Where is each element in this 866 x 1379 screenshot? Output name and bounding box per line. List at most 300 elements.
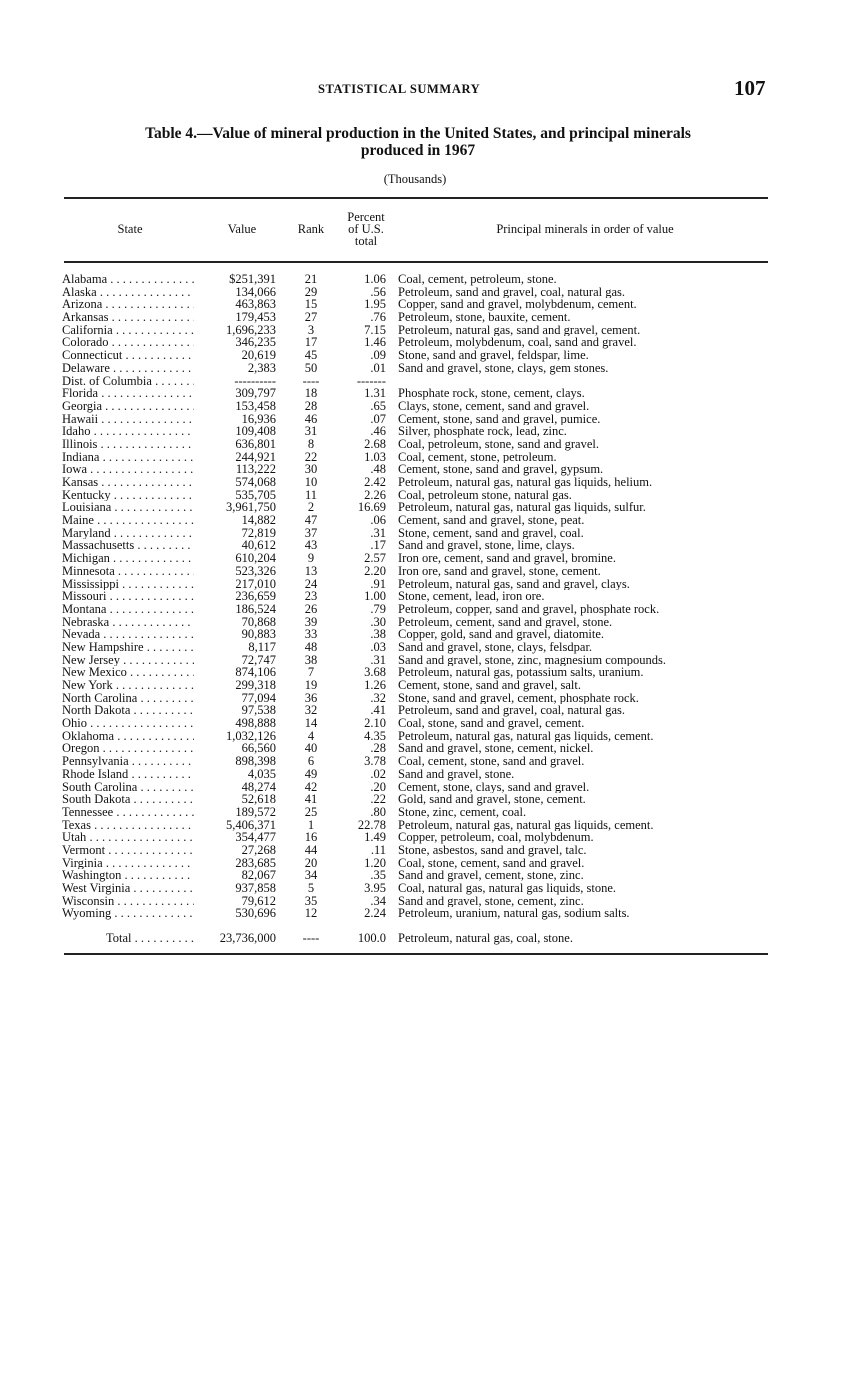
percent-cell: 4.35	[364, 728, 386, 743]
value-cell: 354,477	[235, 830, 276, 845]
minerals-cell: Sand and gravel, stone, clays, felsdpar.	[398, 640, 593, 654]
rank-cell: 46	[304, 411, 318, 426]
state-cell: Florida . . .	[62, 387, 194, 400]
total-value: 23,736,000	[219, 931, 276, 945]
table-row	[0, 413, 866, 426]
value-cell: 535,705	[235, 487, 276, 502]
state-cell: Indiana . . .	[62, 451, 194, 464]
table-body	[0, 273, 866, 920]
rank-cell: 4	[307, 728, 315, 743]
rank-cell: 3	[307, 322, 315, 337]
minerals-cell: Cement, stone, sand and gravel, salt.	[398, 679, 581, 692]
state-cell: Missouri . . .	[62, 590, 194, 603]
rank-cell: 27	[304, 310, 318, 325]
percent-cell: 1.46	[364, 335, 386, 350]
value-cell: 48,274	[241, 779, 276, 794]
minerals-cell: Coal, stone, sand and gravel, cement.	[398, 717, 585, 730]
state-cell: Colorado . . .	[62, 336, 194, 349]
value-cell: 16,936	[241, 411, 276, 426]
table-row	[0, 793, 866, 806]
percent-cell: 2.68	[364, 436, 386, 451]
table-row	[0, 755, 866, 768]
minerals-cell: Copper, gold, sand and gravel, diatomite.	[398, 628, 605, 641]
value-cell: 4,035	[247, 766, 276, 781]
rank-cell: 47	[304, 513, 318, 528]
rank-cell: 7	[307, 665, 315, 680]
table-row	[0, 362, 866, 375]
table-row	[0, 616, 866, 629]
state-cell: Connecticut . . .	[62, 349, 194, 362]
rank-cell: 22	[304, 449, 318, 464]
value-cell: 27,268	[241, 842, 276, 857]
minerals-cell: Petroleum, uranium, natural gas, sodium salts.	[398, 907, 630, 921]
minerals-cell: Stone, sand and gravel, cement, phosphate rock.	[398, 691, 639, 705]
value-cell: 70,868	[241, 614, 276, 629]
table-row	[0, 730, 866, 743]
percent-cell: .41	[370, 703, 386, 718]
minerals-cell: Sand and gravel, stone, lime, clays.	[398, 539, 575, 553]
table-row	[0, 628, 866, 641]
state-cell: Wisconsin . . .	[62, 895, 194, 908]
table-row	[0, 641, 866, 654]
units-label: (Thousands)	[383, 172, 447, 186]
state-cell: Maine . . .	[62, 514, 194, 527]
percent-cell: .46	[370, 424, 386, 439]
value-cell: 90,883	[241, 627, 276, 642]
value-cell: 97,538	[241, 703, 276, 718]
value-cell: 5,406,371	[226, 817, 276, 832]
percent-cell: .11	[370, 842, 386, 857]
value-cell: 66,560	[241, 741, 276, 756]
table-row	[0, 387, 866, 400]
table-row	[0, 400, 866, 413]
total-minerals: Petroleum, natural gas, coal, stone.	[398, 931, 573, 945]
rank-cell: 32	[304, 703, 318, 718]
rank-cell: 5	[307, 881, 315, 895]
table-row	[0, 578, 866, 591]
rank-cell: 40	[304, 741, 318, 756]
table-row	[0, 768, 866, 781]
minerals-cell: Petroleum, natural gas, sand and gravel, clays.	[398, 577, 630, 591]
rank-cell: 14	[304, 716, 318, 731]
state-cell: New York . . .	[62, 679, 194, 692]
percent-cell: .01	[370, 360, 386, 375]
table-row	[0, 298, 866, 311]
table-row	[0, 463, 866, 476]
value-cell: 40,612	[241, 538, 276, 553]
state-cell: Tennessee . . .	[62, 806, 194, 819]
minerals-cell: Sand and gravel, stone, zinc, magnesium compounds.	[398, 653, 666, 667]
percent-cell: 16.69	[357, 500, 386, 515]
rank-cell: 28	[304, 398, 318, 413]
minerals-cell: Petroleum, natural gas, natural gas liquids, cement.	[398, 729, 654, 743]
minerals-cell: Petroleum, natural gas, natural gas liquids, cement.	[398, 818, 654, 832]
value-cell: 346,235	[235, 335, 276, 350]
value-cell: 109,408	[235, 424, 276, 439]
rank-cell: 38	[304, 652, 318, 667]
percent-cell: .38	[370, 627, 386, 642]
percent-cell: .22	[370, 792, 386, 807]
percent-cell: .32	[370, 690, 386, 705]
value-cell: 283,685	[235, 855, 276, 870]
minerals-cell: Stone, cement, lead, iron ore.	[398, 590, 545, 603]
rank-cell: 10	[304, 475, 318, 489]
percent-cell: .35	[370, 868, 386, 883]
table-title-line-1: Table 4.—Value of mineral production in the United States, and principal minerals	[145, 125, 691, 142]
minerals-cell: Sand and gravel, stone, cement, nickel.	[398, 742, 594, 756]
percent-cell: 1.06	[364, 272, 386, 286]
minerals-cell: Stone, asbestos, sand and gravel, talc.	[398, 843, 587, 857]
minerals-cell: Petroleum, natural gas, natural gas liquids, sulfur.	[398, 501, 646, 515]
rank-cell: 6	[307, 754, 315, 769]
state-cell: Maryland . . .	[62, 527, 194, 540]
rank-cell: 41	[304, 792, 318, 807]
value-cell: 2,383	[247, 360, 276, 375]
table-title-line-2: produced in 1967	[360, 142, 476, 159]
state-cell: Kansas . . .	[62, 476, 194, 489]
table-row	[0, 831, 866, 844]
percent-cell: .17	[370, 538, 386, 553]
percent-cell: .07	[370, 411, 386, 426]
table-row	[0, 844, 866, 857]
state-cell: Kentucky . . .	[62, 489, 194, 502]
table-title	[62, 125, 774, 159]
minerals-cell: Petroleum, cement, sand and gravel, stone.	[398, 615, 613, 629]
minerals-cell: Silver, phosphate rock, lead, zinc.	[398, 425, 567, 438]
table-row	[0, 324, 866, 337]
rank-cell: 43	[304, 538, 318, 553]
table-row	[0, 679, 866, 692]
table-row	[0, 311, 866, 324]
table-row	[0, 451, 866, 464]
state-cell: Alabama . . .	[62, 273, 194, 286]
table-row	[0, 603, 866, 616]
rank-cell: 42	[304, 779, 318, 794]
header-minerals: Principal minerals in order of value	[496, 222, 674, 236]
rank-cell: 12	[304, 906, 318, 921]
percent-cell: .31	[370, 652, 386, 667]
minerals-cell: Copper, petroleum, coal, molybdenum.	[398, 831, 594, 844]
minerals-cell: Sand and gravel, stone.	[398, 767, 515, 781]
rank-cell: 17	[304, 335, 318, 350]
value-cell: 244,921	[235, 449, 276, 464]
percent-cell: 3.68	[364, 665, 386, 680]
rank-cell: 16	[304, 830, 318, 845]
minerals-cell: Coal, stone, cement, sand and gravel.	[398, 856, 585, 870]
value-cell: 134,066	[235, 284, 276, 299]
total-percent: 100.0	[357, 931, 386, 945]
value-cell: 898,398	[235, 754, 276, 769]
table-row	[0, 869, 866, 882]
rank-cell: 23	[304, 589, 318, 604]
state-cell: Montana . . .	[62, 603, 194, 616]
rank-cell: 33	[304, 627, 318, 642]
table-row	[0, 806, 866, 819]
minerals-cell: Sand and gravel, cement, stone, zinc.	[398, 869, 584, 883]
value-cell: 14,882	[241, 513, 276, 528]
table-row	[0, 654, 866, 667]
rank-cell: 24	[304, 576, 318, 591]
state-cell: Arkansas . . .	[62, 311, 194, 324]
state-cell: South Carolina . . .	[62, 781, 194, 794]
percent-cell: .28	[370, 741, 386, 756]
minerals-cell: Cement, stone, clays, sand and gravel.	[398, 780, 590, 794]
percent-cell: 1.95	[364, 297, 386, 312]
percent-cell: 22.78	[357, 817, 386, 832]
table-row	[0, 501, 866, 514]
minerals-cell: Coal, cement, stone, petroleum.	[398, 450, 557, 464]
table-row	[0, 425, 866, 438]
minerals-cell: Copper, sand and gravel, molybdenum, cement.	[398, 298, 637, 312]
value-cell: 299,318	[235, 678, 276, 692]
minerals-cell: Stone, sand and gravel, feldspar, lime.	[398, 349, 589, 362]
state-cell: South Dakota . . .	[62, 793, 194, 806]
value-cell: 8,117	[248, 639, 276, 654]
value-cell: 82,067	[241, 868, 276, 883]
rank-cell: 2	[307, 500, 315, 515]
running-head	[0, 76, 866, 104]
table-row	[0, 781, 866, 794]
percent-cell: .02	[370, 766, 386, 781]
rank-cell: ----	[302, 373, 320, 388]
rank-cell: 26	[304, 601, 318, 616]
value-cell: 79,612	[241, 893, 276, 908]
percent-cell: .20	[370, 779, 386, 794]
minerals-cell: Cement, stone, sand and gravel, gypsum.	[398, 463, 604, 477]
rank-cell: 31	[304, 424, 318, 439]
minerals-cell: Phosphate rock, stone, cement, clays.	[398, 387, 585, 400]
value-cell: 1,696,233	[226, 322, 276, 337]
total-rank: ----	[302, 931, 320, 945]
state-cell: Wyoming . . .	[62, 907, 194, 920]
rank-cell: 8	[307, 436, 315, 451]
percent-cell: 1.03	[364, 449, 386, 464]
minerals-cell: Sand and gravel, stone, clays, gem stones.	[398, 361, 609, 375]
value-cell: 937,858	[235, 881, 276, 895]
rank-cell: 21	[304, 272, 318, 286]
percent-cell: 1.31	[364, 386, 386, 401]
state-cell: Georgia . . .	[62, 400, 194, 413]
top-rule	[64, 197, 768, 199]
table-row	[0, 375, 866, 388]
header-rank: Rank	[297, 222, 325, 236]
state-cell: North Dakota . . .	[62, 704, 194, 717]
table-row	[0, 552, 866, 565]
value-cell: 217,010	[235, 576, 276, 591]
rank-cell: 39	[304, 614, 318, 629]
percent-cell: 1.00	[364, 589, 386, 604]
value-cell: 113,222	[235, 462, 276, 477]
rank-cell: 25	[304, 804, 318, 819]
minerals-cell: Stone, zinc, cement, coal.	[398, 805, 527, 819]
state-cell: Massachusetts . . .	[62, 539, 194, 552]
value-cell: 1,032,126	[226, 728, 276, 743]
state-cell: Iowa . . .	[62, 463, 194, 476]
rank-cell: 30	[304, 462, 318, 477]
table-row	[0, 717, 866, 730]
header-state: State	[117, 222, 143, 236]
state-cell: Idaho . . .	[62, 425, 194, 438]
percent-cell: .76	[370, 310, 386, 325]
percent-cell: .80	[370, 804, 386, 819]
header-percent	[338, 211, 394, 247]
state-cell: Virginia . . .	[62, 857, 194, 870]
percent-cell: 1.20	[364, 855, 386, 870]
minerals-cell: Petroleum, stone, bauxite, cement.	[398, 311, 571, 324]
state-cell: Mississippi . . .	[62, 578, 194, 591]
state-cell: Oregon . . .	[62, 742, 194, 755]
percent-cell: 2.24	[364, 906, 386, 921]
state-cell: New Mexico . . .	[62, 666, 194, 679]
total-row	[0, 931, 866, 945]
minerals-cell: Petroleum, natural gas, natural gas liquids, helium.	[398, 476, 653, 489]
rank-cell: 49	[304, 766, 318, 781]
minerals-cell: Coal, petroleum, stone, sand and gravel.	[398, 437, 599, 451]
value-cell: 3,961,750	[226, 500, 276, 515]
table-row	[0, 336, 866, 349]
header-rule	[64, 261, 768, 263]
percent-cell: 3.95	[364, 881, 386, 895]
table-row	[0, 286, 866, 299]
percent-cell: .79	[370, 601, 386, 616]
percent-cell: .31	[370, 525, 386, 540]
state-cell: Nebraska . . .	[62, 616, 194, 629]
rank-cell: 50	[304, 360, 318, 375]
value-cell: 186,524	[235, 601, 276, 616]
minerals-cell: Iron ore, cement, sand and gravel, bromine.	[398, 552, 616, 565]
minerals-cell: Cement, stone, sand and gravel, pumice.	[398, 412, 601, 426]
rank-cell: 18	[304, 386, 318, 401]
table-row	[0, 666, 866, 679]
minerals-cell: Petroleum, molybdenum, coal, sand and gravel.	[398, 336, 637, 350]
state-cell: Nevada . . .	[62, 628, 194, 641]
table-row	[0, 590, 866, 603]
percent-cell: .48	[370, 462, 386, 477]
value-cell: 236,659	[235, 589, 276, 604]
rank-cell: 35	[304, 893, 318, 908]
table-row	[0, 539, 866, 552]
percent-cell: .91	[370, 576, 386, 591]
percent-cell: 2.42	[364, 475, 386, 489]
percent-cell: .09	[370, 348, 386, 363]
percent-cell: -------	[356, 373, 386, 388]
rank-cell: 29	[304, 284, 318, 299]
rank-cell: 11	[304, 487, 318, 502]
value-cell: $251,391	[229, 272, 276, 286]
header-percent-line-1: Percent	[347, 210, 385, 224]
table-row	[0, 907, 866, 920]
table-row	[0, 895, 866, 908]
value-cell: 610,204	[235, 551, 276, 566]
minerals-cell: Petroleum, copper, sand and gravel, phosphate rock.	[398, 602, 660, 616]
state-cell: Michigan . . .	[62, 552, 194, 565]
minerals-cell: Petroleum, sand and gravel, coal, natural gas.	[398, 285, 626, 299]
minerals-cell: Gold, sand and gravel, stone, cement.	[398, 793, 586, 806]
minerals-cell: Clays, stone, cement, sand and gravel.	[398, 399, 590, 413]
minerals-cell: Stone, cement, sand and gravel, coal.	[398, 526, 584, 540]
table-row	[0, 349, 866, 362]
state-cell: Delaware . . .	[62, 362, 194, 375]
state-cell: West Virginia . . .	[62, 882, 194, 895]
value-cell: 179,453	[235, 310, 276, 325]
state-cell: Oklahoma . . .	[62, 730, 194, 743]
table-row	[0, 476, 866, 489]
state-cell: Dist. of Columbia . . .	[62, 375, 194, 388]
state-cell: Texas . . .	[62, 819, 194, 832]
rank-cell: 20	[304, 855, 318, 870]
table-row	[0, 882, 866, 895]
header-percent-line-3: total	[354, 234, 378, 248]
value-cell: 463,863	[235, 297, 276, 312]
rank-cell: 37	[304, 525, 318, 540]
percent-cell: 1.26	[364, 678, 386, 692]
total-label: Total . . .	[106, 931, 198, 946]
minerals-cell: Coal, cement, petroleum, stone.	[398, 273, 557, 286]
table-row	[0, 273, 866, 286]
table-row	[0, 489, 866, 502]
page-number: 107	[734, 76, 766, 100]
value-cell: 52,618	[241, 792, 276, 807]
rank-cell: 48	[304, 639, 318, 654]
percent-cell: .56	[370, 284, 386, 299]
minerals-cell: Petroleum, natural gas, sand and gravel, cement.	[398, 323, 641, 337]
minerals-cell: Iron ore, sand and gravel, stone, cement.	[398, 564, 601, 578]
bottom-rule	[64, 953, 768, 955]
value-cell: 530,696	[235, 906, 276, 921]
percent-cell: 2.20	[364, 563, 386, 578]
value-cell: 498,888	[235, 716, 276, 731]
state-cell: North Carolina . . .	[62, 692, 194, 705]
value-cell: 874,106	[235, 665, 276, 680]
state-cell: Utah . . .	[62, 831, 194, 844]
percent-cell: .30	[370, 614, 386, 629]
percent-cell: 2.10	[364, 716, 386, 731]
table-row	[0, 527, 866, 540]
table-row	[0, 857, 866, 870]
state-cell: Washington . . .	[62, 869, 194, 882]
state-cell: Rhode Island . . .	[62, 768, 194, 781]
state-cell: Vermont . . .	[62, 844, 194, 857]
percent-cell: .03	[370, 639, 386, 654]
table-row	[0, 819, 866, 832]
percent-cell: .06	[370, 513, 386, 528]
table-row	[0, 742, 866, 755]
table-row	[0, 704, 866, 717]
table-row	[0, 514, 866, 527]
percent-cell: .65	[370, 398, 386, 413]
state-cell: Alaska . . .	[62, 286, 194, 299]
rank-cell: 45	[304, 348, 318, 363]
table-row	[0, 438, 866, 451]
minerals-cell: Sand and gravel, stone, cement, zinc.	[398, 894, 584, 908]
state-cell: Pennsylvania . . .	[62, 755, 194, 768]
running-title: STATISTICAL SUMMARY	[318, 82, 481, 96]
minerals-cell: Coal, cement, stone, sand and gravel.	[398, 755, 585, 768]
value-cell: 636,801	[235, 436, 276, 451]
percent-cell: 7.15	[364, 322, 386, 337]
table-row	[0, 565, 866, 578]
state-cell: New Jersey . . .	[62, 654, 194, 667]
minerals-cell: Cement, sand and gravel, stone, peat.	[398, 514, 585, 527]
value-cell: 72,819	[241, 525, 276, 540]
rank-cell: 15	[304, 297, 318, 312]
value-cell: 189,572	[235, 804, 276, 819]
value-cell: 153,458	[235, 398, 276, 413]
value-cell: 72,747	[241, 652, 276, 667]
value-cell: 523,326	[235, 563, 276, 578]
value-cell: ----------	[234, 373, 276, 388]
minerals-cell: Petroleum, sand and gravel, coal, natural gas.	[398, 704, 626, 718]
